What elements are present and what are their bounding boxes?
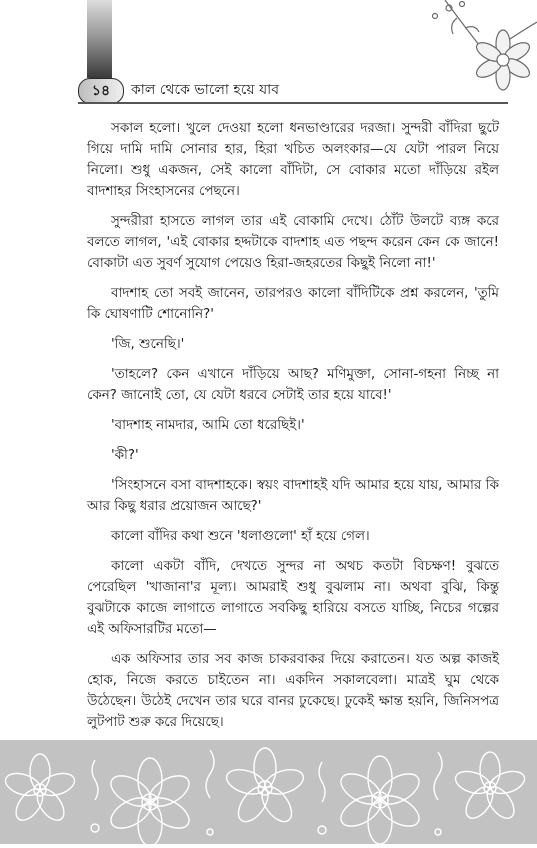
paragraph: সকাল হলো। খুলে দেওয়া হলো ধনভাণ্ডারের দরজা। সুন্দরী বাঁদিরা ছুটে গিয়ে দামি দামি সোনার হার, হিরা খচিত অলংকার—যে যেটা পারল নিয়ে নিলো। শুধু একজন, সেই কালো বাঁদিটা, সে বোকার মতো দাঁড়িয়ে রইল বাদশাহর সিংহাসনের পেছনে। [87,121,499,199]
paragraph: এক অফিসার তার সব কাজ চাকরবাকর দিয়ে করাতেন। যত অল্প কাজই হোক, নিজে করতে চাইতেন না। একদিন সকালবেলা। মাত্রই ঘুম থেকে উঠেছেন। উঠেই দেখেন তার ঘরে বানর ঢুকেছে। ঢুকেই ক্ষান্ত হয়নি, জিনিসপত্র লুটপাট শুরু করে দিয়েছে। [87,652,499,730]
paragraph: কালো একটা বাঁদি, দেখতে সুন্দর না অথচ কতটা বিচক্ষণ! বুঝতে পেরেছিল 'খাজানা'র মূল্য। আমরাই শুধু বুঝলাম না। অথবা বুঝি, কিন্তু বুঝটাকে কাজে লাগাতে লাগাতে সবকিছু হারিয়ে বসতে যাচ্ছি, নিচের গল্পের এই অফিসারটির মতো— [87,559,499,637]
page-number: ১৪ [78,78,124,104]
floral-pattern-icon [0,740,537,844]
paragraph: সুন্দরীরা হাসতে লাগল তার এই বোকামি দেখে। ঠোঁট উলটে ব্যঙ্গ করে বলতে লাগল, 'এই বোকার হদ্দটাকে বাদশাহ এত পছন্দ করেন কেন কে জানে! বোকাটা এত সুবর্ণ সুযোগ পেয়েও হিরা-জহরতের কিছুই নিলো না!' [87,214,499,271]
paragraph: 'তাহলে? কেন এখানে দাঁড়িয়ে আছ? মণিমুক্তা, সোনা-গহনা নিচ্ছ না কেন? জানোই তো, যে যেটা ধরবে সেটাই তার হয়ে যাবে!' [87,367,499,403]
paragraph: 'জি, শুনেছি।' [111,337,185,352]
paragraph: 'বাদশাহ নামদার, আমি তো ধরেছিই।' [111,418,305,433]
page-header [78,78,508,104]
header-rule [78,102,508,104]
running-title: কাল থেকে ভালো হয়ে যাব [131,82,280,98]
paragraph: কালো বাঁদির কথা শুনে 'ধলাগুলো' হাঁ হয়ে গেল। [111,529,370,544]
body-text [87,118,499,793]
decorative-gradient-bar [87,0,112,78]
paragraph: 'কী?' [111,448,139,463]
footer-floral-band [0,740,537,844]
paragraph: 'সিংহাসনে বসা বাদশাহকে। স্বয়ং বাদশাহই যদি আমার হয়ে যায়, আমার কি আর কিছু ধরার প্রয়োজন আছে?' [87,478,499,514]
paragraph: বাদশাহ তো সবই জানেন, তারপরও কালো বাঁদিটিকে প্রশ্ন করলেন, 'তুমি কি ঘোষণাটি শোনোনি?' [87,286,499,322]
